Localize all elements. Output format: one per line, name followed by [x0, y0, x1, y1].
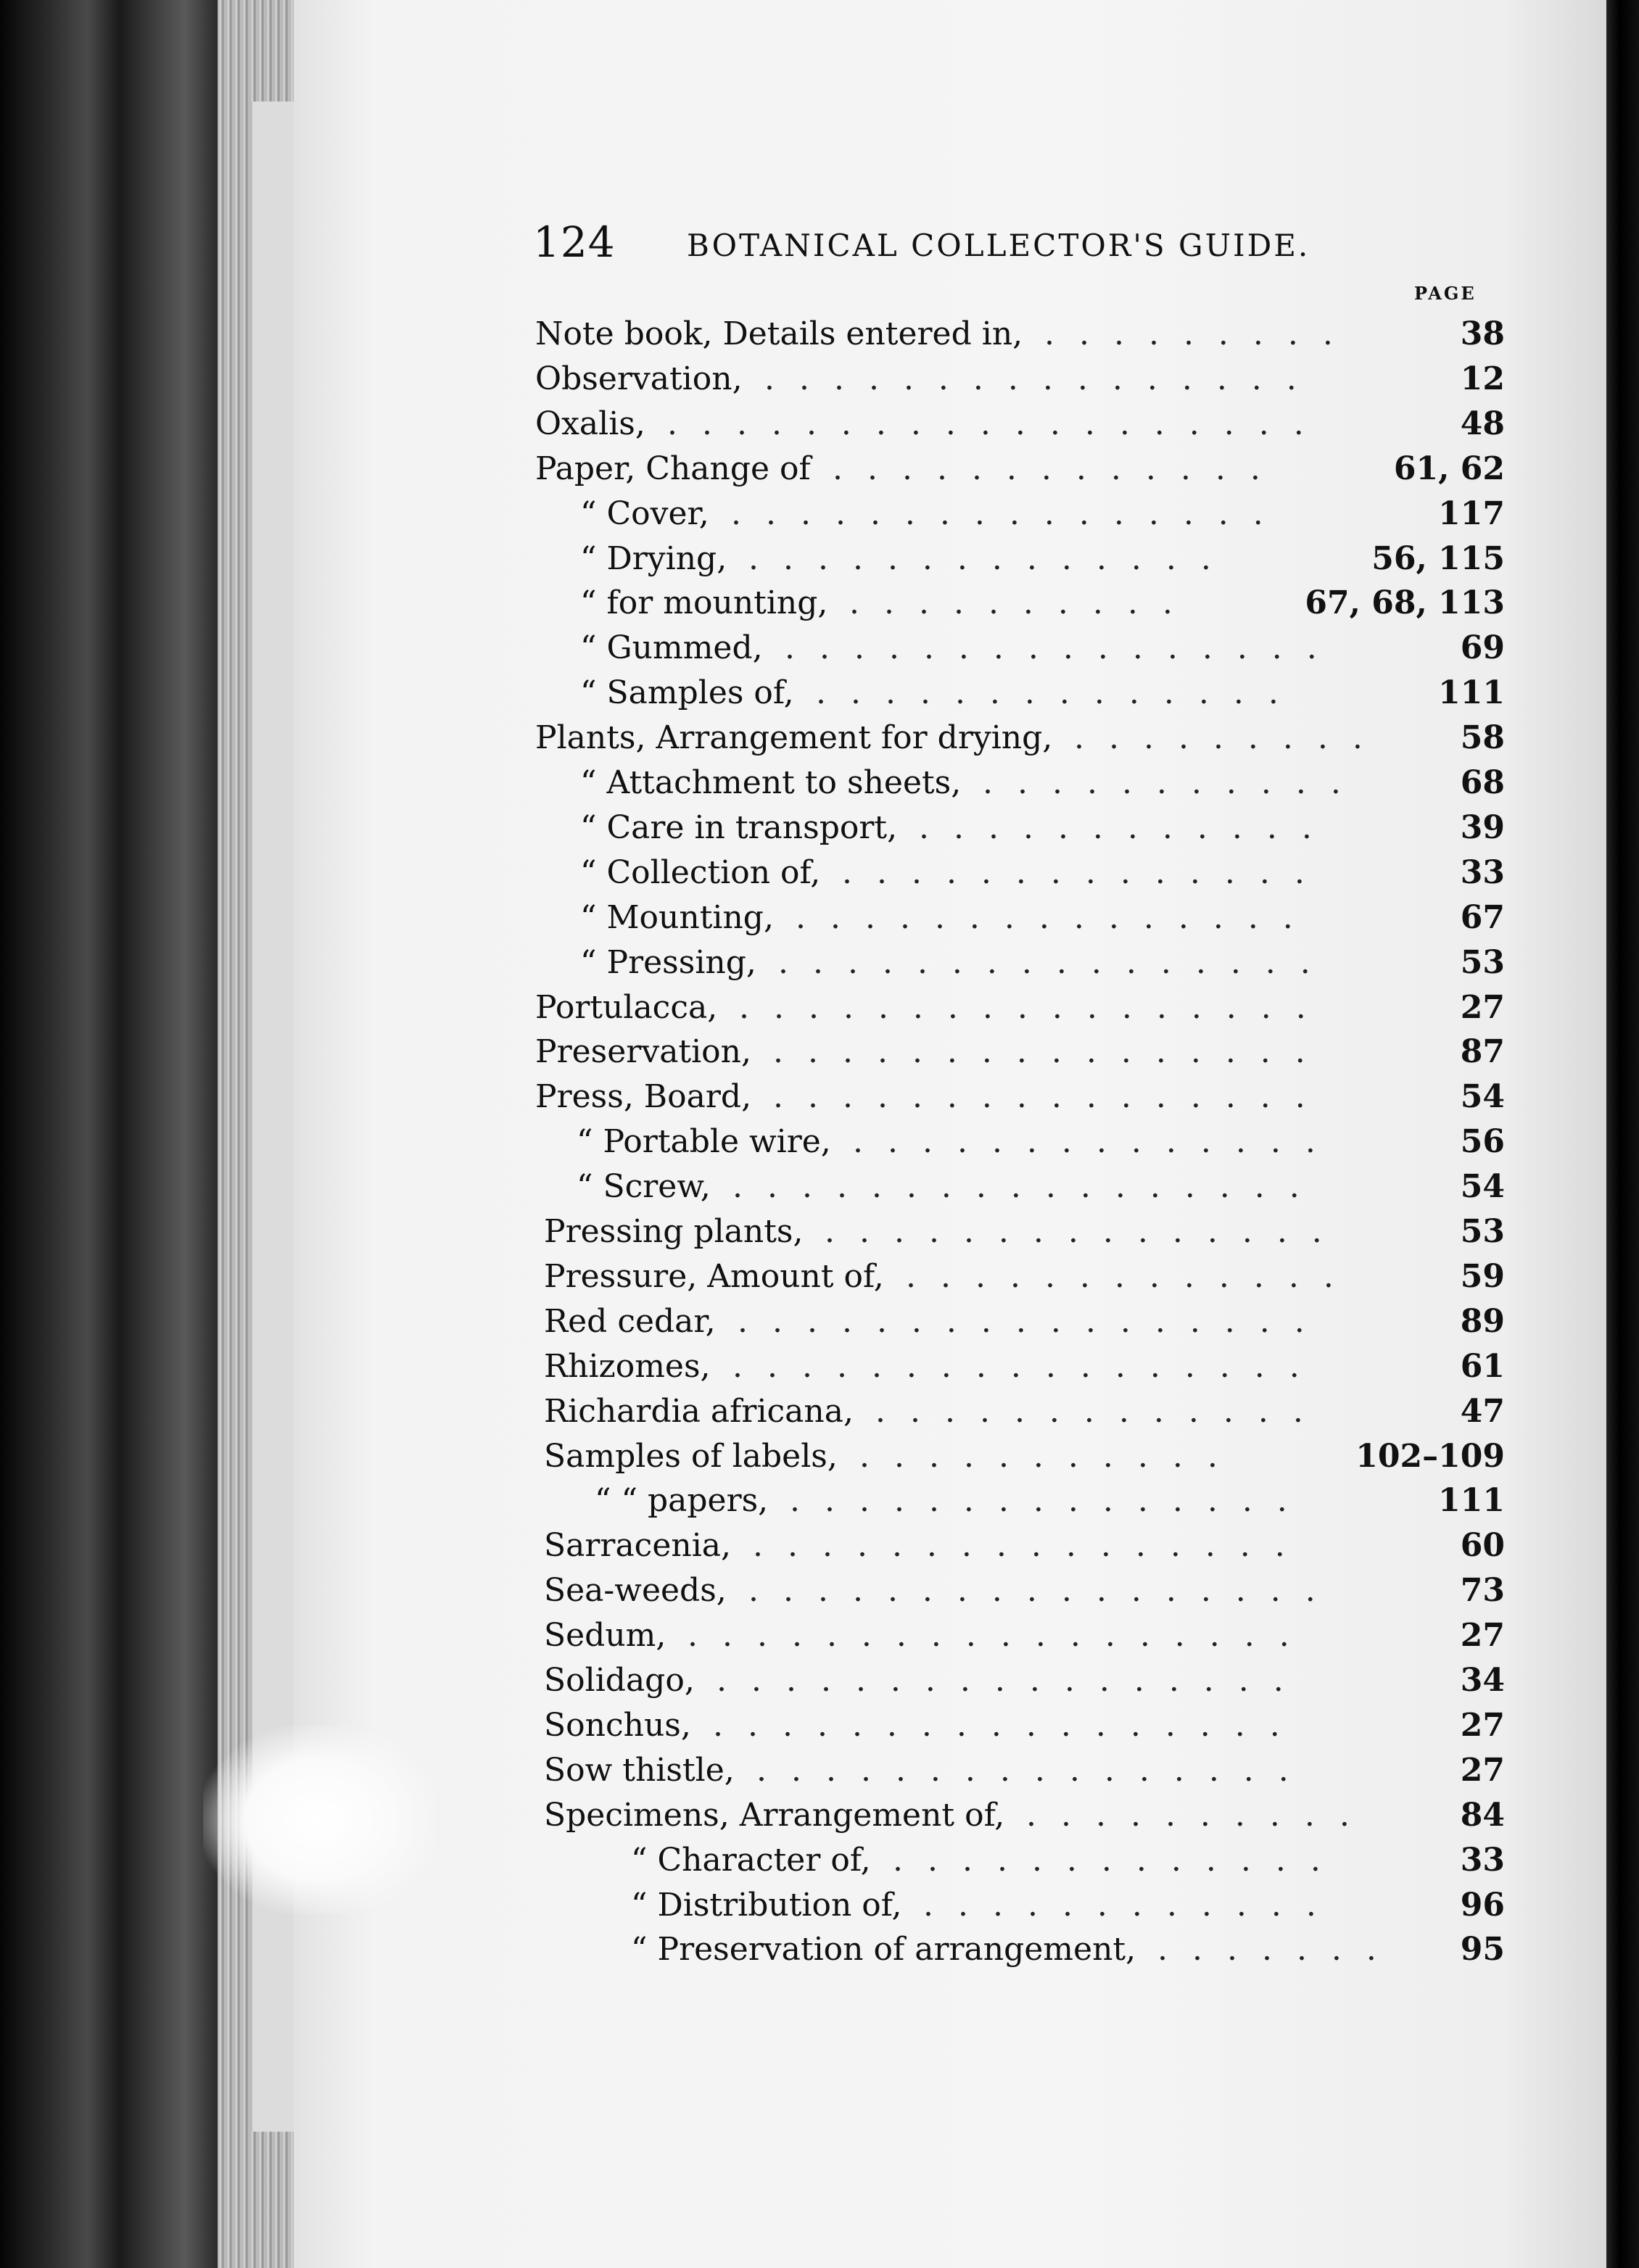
leader-dots: ...................	[667, 405, 1329, 442]
entry-text: Sow thistle,	[544, 1752, 735, 1789]
index-entry	[544, 1613, 1505, 1658]
leader-dots: ...............	[825, 1213, 1347, 1250]
index-entry	[544, 1703, 1505, 1748]
index-entry	[535, 1075, 1505, 1119]
entry-text: Richardia africana,	[544, 1393, 854, 1430]
entry-page: 33	[1460, 854, 1505, 891]
entry-text: Samples of labels,	[544, 1438, 838, 1475]
entry-text: Red cedar,	[544, 1303, 716, 1340]
entry-page: 68	[1460, 764, 1505, 801]
index-entry	[580, 940, 1505, 985]
entry-text: Note book, Details entered in,	[535, 315, 1023, 352]
index-entry	[580, 492, 1505, 537]
index-entry	[544, 1299, 1505, 1344]
entry-text: Press, Board,	[535, 1078, 752, 1115]
entry-page: 54	[1460, 1078, 1505, 1115]
entry-text: “ Collection of,	[580, 854, 821, 891]
entry-text: “ Drying,	[580, 540, 727, 577]
leader-dots: .........	[1044, 315, 1358, 352]
entry-text: “ Care in transport,	[580, 809, 898, 846]
entry-page: 102–109	[1355, 1438, 1505, 1475]
entry-text: Sea-weeds,	[544, 1572, 727, 1609]
leader-dots: ............	[919, 809, 1337, 846]
leader-dots: ...............	[796, 899, 1318, 936]
leader-dots: ...........	[983, 764, 1366, 801]
entry-page: 111	[1438, 1482, 1505, 1519]
index-entry	[544, 1658, 1505, 1703]
index-entry	[580, 626, 1505, 671]
index-entry	[544, 1389, 1505, 1434]
entry-text: Solidago,	[544, 1662, 695, 1699]
entry-page: 61	[1460, 1348, 1505, 1385]
entry-page: 48	[1460, 405, 1505, 442]
entry-page: 53	[1460, 1213, 1505, 1250]
entry-text: “ Portable wire,	[577, 1123, 831, 1160]
entry-page: 69	[1460, 629, 1505, 666]
entry-text: “ Gummed,	[580, 629, 763, 666]
index-entry	[544, 1748, 1505, 1793]
entry-text: Portulacca,	[535, 989, 718, 1026]
entry-text: “ Pressing,	[580, 944, 756, 981]
entry-page: 34	[1460, 1662, 1505, 1699]
leader-dots: ................	[773, 1033, 1330, 1070]
index-entry	[535, 357, 1505, 402]
index-entry	[595, 1478, 1505, 1523]
index-entry	[535, 985, 1505, 1030]
entry-text: Oxalis,	[535, 405, 645, 442]
leader-dots: .................	[739, 989, 1331, 1026]
leader-dots: ................	[785, 629, 1342, 666]
entry-page: 67, 68, 113	[1305, 584, 1505, 621]
leader-dots: .................	[738, 1303, 1329, 1340]
entry-page: 27	[1460, 1752, 1505, 1789]
entry-page: 33	[1460, 1842, 1505, 1879]
index-entry	[580, 850, 1505, 895]
entry-text: Paper, Change of	[535, 450, 811, 487]
entry-text: “ Samples of,	[580, 674, 794, 711]
leader-dots: ................	[764, 360, 1321, 397]
index-entry	[535, 402, 1505, 447]
index-entry	[631, 1927, 1505, 1972]
entry-text: Rhizomes,	[544, 1348, 711, 1385]
entry-page: 95	[1460, 1931, 1505, 1968]
entry-page: 38	[1460, 315, 1505, 352]
entry-page: 59	[1460, 1258, 1505, 1295]
entry-text: Pressing plants,	[544, 1213, 804, 1250]
index-entry	[544, 1793, 1505, 1838]
entry-text: “ Character of,	[631, 1842, 871, 1879]
page-column-label: PAGE	[1414, 283, 1477, 304]
index-entry	[535, 1030, 1505, 1075]
entry-page: 54	[1460, 1168, 1505, 1205]
entry-text: “ Attachment to sheets,	[580, 764, 962, 801]
entry-page: 87	[1460, 1033, 1505, 1070]
book-title: BOTANICAL COLLECTOR'S GUIDE.	[687, 228, 1310, 263]
page-number: 124	[533, 218, 616, 267]
index-entry	[580, 581, 1505, 626]
entry-text: “ for mounting,	[580, 584, 828, 621]
index-entry	[580, 761, 1505, 806]
entry-text: “ “ papers,	[595, 1482, 769, 1519]
leader-dots: .......	[1157, 1931, 1401, 1968]
entry-page: 89	[1460, 1303, 1505, 1340]
index-entry	[535, 312, 1505, 357]
index-entry	[577, 1164, 1505, 1209]
index-entry	[544, 1254, 1505, 1299]
leader-dots: .................	[713, 1707, 1305, 1744]
leader-dots: .........	[1074, 719, 1387, 756]
entry-page: 58	[1460, 719, 1505, 756]
leader-dots: ................	[753, 1527, 1310, 1564]
leader-dots: ................	[731, 495, 1288, 532]
entry-page: 27	[1460, 1617, 1505, 1654]
leader-dots: ..........	[849, 584, 1197, 621]
entry-text: “ Distribution of,	[631, 1887, 902, 1924]
leader-dots: ............	[923, 1887, 1341, 1924]
leader-dots: ..............	[853, 1123, 1340, 1160]
entry-page: 60	[1460, 1527, 1505, 1564]
entry-page: 84	[1460, 1797, 1505, 1834]
leader-dots: ..................	[688, 1617, 1314, 1654]
entry-page: 111	[1438, 674, 1505, 711]
entry-text: Observation,	[535, 360, 743, 397]
entry-text: Sarracenia,	[544, 1527, 731, 1564]
entry-page: 56	[1460, 1123, 1505, 1160]
index-entry	[580, 806, 1505, 850]
entry-text: Sedum,	[544, 1617, 666, 1654]
leader-dots: ...........	[859, 1438, 1242, 1475]
leader-dots: ................	[778, 944, 1335, 981]
entry-page: 56, 115	[1371, 540, 1505, 577]
entry-page: 73	[1460, 1572, 1505, 1609]
leader-dots: ................	[773, 1078, 1330, 1115]
leader-dots: ..........	[1026, 1797, 1374, 1834]
entry-page: 67	[1460, 899, 1505, 936]
index-entry	[544, 1523, 1505, 1568]
entry-page: 39	[1460, 809, 1505, 846]
entry-text: Sonchus,	[544, 1707, 691, 1744]
leader-dots: .................	[732, 1348, 1324, 1385]
entry-page: 96	[1460, 1887, 1505, 1924]
entry-text: Preservation,	[535, 1033, 751, 1070]
leader-dots: .............	[875, 1393, 1328, 1430]
index-entry	[580, 537, 1505, 582]
entry-text: Plants, Arrangement for drying,	[535, 719, 1053, 756]
entry-page: 27	[1460, 1707, 1505, 1744]
leader-dots: .................	[748, 1572, 1340, 1609]
index-entry	[544, 1209, 1505, 1254]
index-entry	[544, 1568, 1505, 1613]
leader-dots: ...............	[790, 1482, 1312, 1519]
entry-page: 117	[1438, 495, 1505, 532]
entry-page: 12	[1460, 360, 1505, 397]
entry-text: “ Cover,	[580, 495, 709, 532]
leader-dots: ................	[756, 1752, 1313, 1789]
index-entry	[580, 895, 1505, 940]
entry-text: “ Preservation of arrangement,	[631, 1931, 1136, 1968]
leader-dots: .................	[732, 1168, 1324, 1205]
index-entry	[631, 1838, 1505, 1883]
entry-page: 53	[1460, 944, 1505, 981]
leader-dots: .............	[906, 1258, 1358, 1295]
leader-dots: .................	[717, 1662, 1308, 1699]
entry-page: 47	[1460, 1393, 1505, 1430]
index-entry	[631, 1883, 1505, 1928]
entry-text: Specimens, Arrangement of,	[544, 1797, 1005, 1834]
entry-page: 27	[1460, 989, 1505, 1026]
entry-text: “ Screw,	[577, 1168, 711, 1205]
leader-dots: ..............	[748, 540, 1236, 577]
index-entry	[544, 1434, 1505, 1479]
index-entry	[577, 1119, 1505, 1164]
index-entry	[544, 1344, 1505, 1389]
entry-text: “ Mounting,	[580, 899, 774, 936]
index-entry	[580, 671, 1505, 716]
leader-dots: ..............	[842, 854, 1329, 891]
index-entry	[535, 716, 1505, 761]
leader-dots: ..............	[816, 674, 1303, 711]
index-entry	[535, 447, 1505, 492]
entry-page: 61, 62	[1393, 450, 1505, 487]
entry-text: Pressure, Amount of,	[544, 1258, 884, 1295]
leader-dots: .............	[893, 1842, 1345, 1879]
leader-dots: .............	[833, 450, 1285, 487]
